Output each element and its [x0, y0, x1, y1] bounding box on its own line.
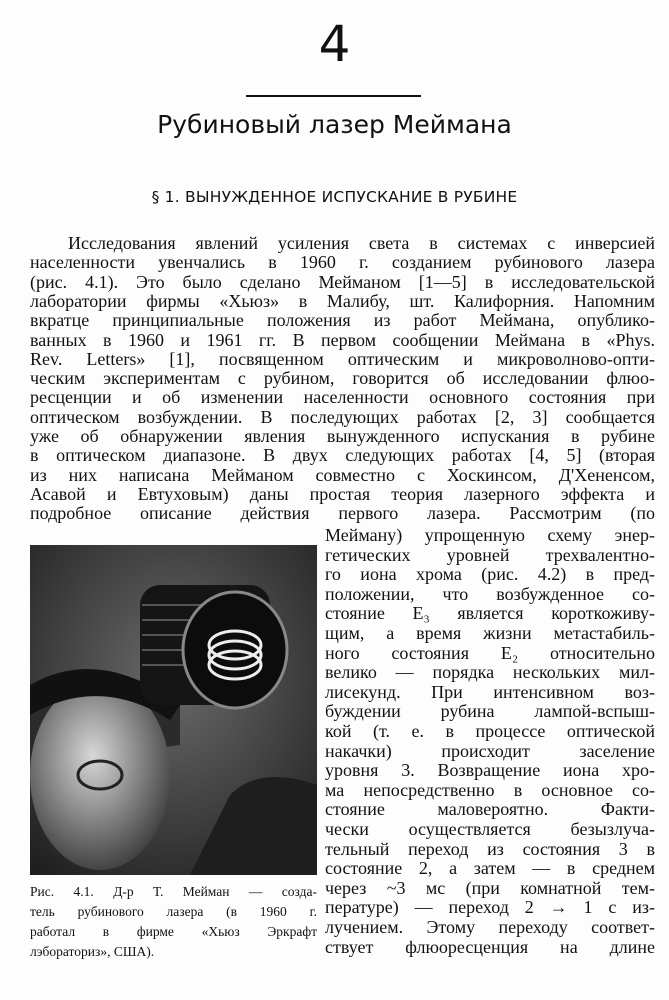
text-line: лисекунд. При интенсивном воз-: [325, 681, 655, 702]
text-line: кой (т. е. в процессе оптической: [325, 721, 655, 741]
text-line: лэбораториз», США).: [30, 944, 155, 959]
text-line: (рис. 4.1). Это было сделано Мейманом [1—5] в исследовательской: [30, 271, 655, 292]
text-line: оптическом возбуждении. В последующих работах [2, 3] сообщается: [30, 406, 655, 427]
figure-photo-maiman: [30, 545, 317, 875]
text-line: буждении рубина лампой-вспыш-: [325, 701, 655, 722]
chapter-number: 4: [318, 15, 351, 73]
text-line: подробное описание действия первого лазера. Рассмотрим (по: [30, 503, 655, 524]
text-line: щим, а время жизни метастабиль-: [325, 623, 655, 643]
text-line: стояние маловероятно. Факти-: [325, 799, 655, 820]
text-line: Рис. 4.1. Д-р Т. Мейман — созда-: [30, 884, 317, 899]
text-line: пературе) — переход 2 → 1 с из-: [325, 897, 655, 918]
text-line: ствует флюоресценция на длине: [325, 936, 655, 957]
text-line: го иона хрома (рис. 4.2) в пред-: [325, 564, 655, 585]
text-line: состояние 2, а затем — в среднем: [325, 858, 655, 879]
text-line: уровня 3. Возвращение иона хро-: [325, 760, 655, 781]
text-line: Асавой и Евтуховым) даны простая теория лазерного эффекта и: [30, 483, 655, 504]
text-line: ресценции и об изменении населенности основного состояния при: [30, 387, 655, 408]
text-line: ванных в 1960 и 1961 гг. В первом сообщении Меймана в «Phys.: [30, 329, 655, 350]
text-line: стояние E₃ является короткоживу-: [325, 603, 655, 624]
section-heading: § 1. ВЫНУЖДЕННОЕ ИСПУСКАНИЕ В РУБИНЕ: [151, 188, 518, 206]
text-line: Rev. Letters» [1], посвященном оптическим и микроволново-опти-: [30, 348, 655, 369]
text-line: вкратце принципиальные положения из работ Меймана, опублико-: [30, 310, 655, 331]
chapter-title: Рубиновый лазер Меймана: [157, 110, 512, 139]
text-line: уже об обнаружении явления вынужденного испускания в рубине: [30, 426, 655, 446]
text-line: Исследования явлений усиления света в системах с инверсией: [68, 233, 655, 253]
text-line: из них написана Мейманом совместно с Хоскинсом, Д'Хененсом,: [30, 464, 655, 485]
text-line: накачки) происходит заселение: [325, 740, 655, 761]
text-line: тель рубинового лазера (в 1960 г.: [30, 904, 317, 919]
text-line: ного состояния E₂ относительно: [325, 642, 655, 663]
text-line: населенности увенчались в 1960 г. созданием рубинового лазера: [30, 252, 655, 273]
text-line: ческим экспериментам с рубином, говорится об исследовании флюо-: [30, 368, 655, 389]
text-line: лаборатории фирмы «Хьюз» в Малибу, шт. Калифорния. Напомним: [30, 290, 655, 311]
text-line: тельный переход из состояния 3 в: [325, 838, 655, 859]
text-line: чески осуществляется безызлуча-: [325, 819, 655, 839]
text-line: через ~3 мс (при комнатной тем-: [325, 877, 655, 898]
chapter-divider: [246, 95, 421, 97]
text-line: ма непосредственно в основное со-: [325, 779, 655, 800]
text-line: работал в фирме «Хьюз Эркрафт: [30, 924, 317, 939]
text-line: Мейману) упрощенную схему энер-: [325, 525, 655, 545]
text-line: велико — порядка нескольких мил-: [325, 662, 655, 683]
text-line: лучением. Этому переходу соответ-: [325, 917, 655, 937]
text-line: положении, что возбужденное со-: [325, 583, 655, 604]
text-line: гетических уровней трехвалентно-: [325, 544, 655, 565]
text-line: в оптическом диапазоне. В двух следующих работах [4, 5] (вторая: [30, 445, 655, 466]
